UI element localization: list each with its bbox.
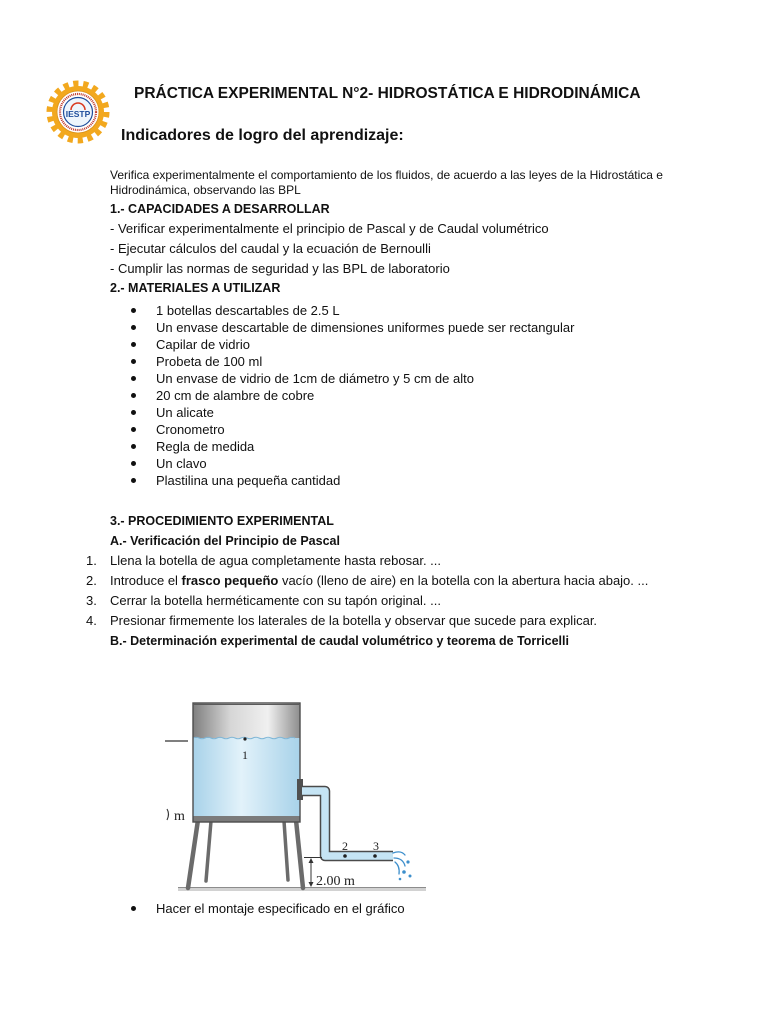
bullet-icon	[131, 906, 136, 911]
bullet-icon	[131, 461, 136, 466]
tank-legs	[188, 820, 303, 888]
bullet-icon	[131, 325, 136, 330]
section-heading: 2.- MATERIALES A UTILIZAR	[110, 281, 281, 295]
subsection-heading-pascal: A.- Verificación del Principio de Pascal	[110, 534, 340, 548]
step-text-bold: frasco pequeño	[181, 573, 279, 588]
procedure-step	[86, 591, 648, 611]
step-number: 2.	[86, 573, 97, 588]
step-number: 4.	[86, 613, 97, 628]
tank-leg	[206, 821, 211, 881]
bullet-icon	[131, 359, 136, 364]
step-number: 3.	[86, 593, 97, 608]
tank-bottom	[193, 816, 300, 822]
bullet-icon	[131, 427, 136, 432]
list-item	[0, 336, 768, 353]
bullet-icon	[131, 393, 136, 398]
list-item	[0, 387, 768, 404]
procedure-step	[86, 551, 648, 571]
point-1-label: 1	[242, 748, 248, 762]
list-item	[0, 455, 768, 472]
point-1-marker	[243, 737, 246, 740]
bullet-icon	[131, 308, 136, 313]
list-item-text: Un envase de vidrio de 1cm de diámetro y 5 cm de alto	[156, 371, 474, 386]
list-item-text: 20 cm de alambre de cobre	[156, 388, 315, 403]
list-item-text: Un envase descartable de dimensiones uniformes puede ser rectangular	[156, 320, 575, 335]
list-item	[0, 302, 768, 319]
step-number: 1.	[86, 553, 97, 568]
tank-leg	[296, 820, 303, 888]
list-item	[0, 421, 768, 438]
jet-droplet	[409, 875, 412, 878]
materials-list	[0, 302, 768, 489]
logo-text: IESTP	[65, 109, 91, 119]
list-item	[0, 319, 768, 336]
list-item	[0, 370, 768, 387]
bullet-icon	[131, 444, 136, 449]
list-item	[0, 900, 768, 917]
arrow-down-icon	[309, 882, 314, 887]
learning-indicators-heading: Indicadores de logro del aprendizaje:	[121, 127, 404, 144]
capacity-item: - Cumplir las normas de seguridad y las BPL de laboratorio	[110, 261, 450, 276]
step-text: Cerrar la botella herméticamente con su tapón original. ...	[110, 593, 441, 608]
jet-droplet	[399, 878, 402, 881]
jet-stream	[393, 852, 405, 855]
jet-droplet	[402, 870, 406, 874]
cropped-digit	[167, 809, 169, 820]
subsection-heading-torricelli: B.- Determinación experimental de caudal volumétrico y teorema de Torricelli	[110, 634, 569, 648]
outlet-height-label: 2.00 m	[316, 874, 355, 889]
tank-diagram	[160, 695, 430, 895]
section-capacities	[110, 199, 549, 279]
tank-leg	[188, 820, 198, 888]
tank-leg	[284, 821, 288, 880]
step-text: Introduce el	[110, 573, 182, 588]
point-2-marker	[343, 854, 347, 858]
step-text: Llena la botella de agua completamente hasta rebosar. ...	[110, 553, 441, 568]
jet-stream	[395, 862, 399, 874]
list-item-text: Hacer el montaje especificado en el gráfico	[156, 901, 405, 916]
bullet-icon	[131, 376, 136, 381]
list-item	[0, 353, 768, 370]
water-jet	[393, 852, 412, 880]
point-3-label: 3	[373, 839, 379, 853]
cropped-unit-label: m	[174, 809, 185, 824]
step-text: vacío (lleno de aire) en la botella con la abertura hacia abajo. ...	[278, 573, 649, 588]
section-heading: 1.- CAPACIDADES A DESARROLLAR	[110, 202, 330, 216]
list-item-text: Un alicate	[156, 405, 214, 420]
capacity-item: - Ejecutar cálculos del caudal y la ecuación de Bernoulli	[110, 241, 431, 256]
institution-logo	[46, 80, 110, 144]
step-text: Presionar firmemente los laterales de la botella y observar que sucede para explicar.	[110, 613, 598, 628]
capacity-item: - Verificar experimentalmente el principio de Pascal y de Caudal volumétrico	[110, 221, 549, 236]
list-item-text: Regla de medida	[156, 439, 255, 454]
point-3-marker	[373, 854, 377, 858]
arrow-up-icon	[309, 858, 314, 863]
tank-upper-wall	[193, 703, 300, 738]
point-2-label: 2	[342, 839, 348, 853]
list-item	[0, 404, 768, 421]
bullet-icon	[131, 410, 136, 415]
section-heading: 3.- PROCEDIMIENTO EXPERIMENTAL	[110, 514, 334, 528]
list-item-text: Un clavo	[156, 456, 207, 471]
list-item-text: 1 botellas descartables de 2.5 L	[156, 303, 340, 318]
list-item	[0, 472, 768, 489]
list-item	[0, 438, 768, 455]
page-title: PRÁCTICA EXPERIMENTAL N°2- HIDROSTÁTICA E HIDRODINÁMICA	[134, 85, 641, 102]
list-item-text: Cronometro	[156, 422, 225, 437]
list-item-text: Plastilina una pequeña cantidad	[156, 473, 341, 488]
setup-instruction	[0, 900, 768, 917]
jet-droplet	[406, 860, 409, 863]
list-item-text: Capilar de vidrio	[156, 337, 250, 352]
procedure-step	[86, 571, 649, 591]
list-item-text: Probeta de 100 ml	[156, 354, 263, 369]
intro-paragraph: Verifica experimentalmente el comportamiento de los fluidos, de acuerdo a las leyes de la Hidrostática e Hidrodinámica, observando las BPL	[110, 168, 663, 197]
section-procedure	[86, 511, 649, 651]
procedure-step	[86, 611, 648, 631]
bullet-icon	[131, 342, 136, 347]
bullet-icon	[131, 478, 136, 483]
